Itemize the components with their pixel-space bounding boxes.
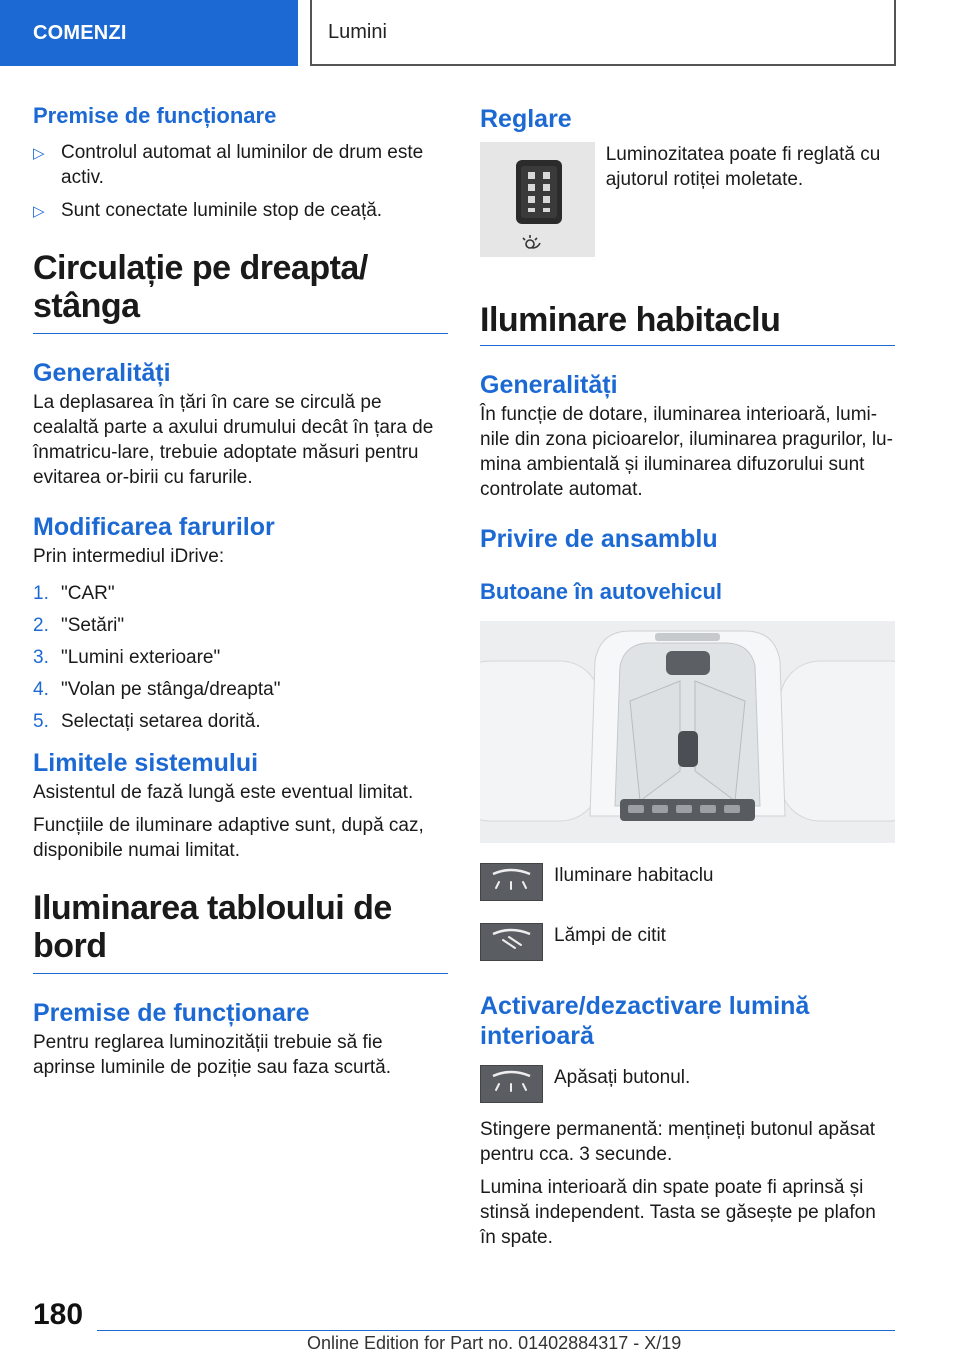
- thumbwheel-image: [480, 142, 595, 257]
- section-tab: COMENZI: [0, 0, 298, 66]
- list-item: ▷ Sunt conectate luminile stop de ceață.: [33, 198, 448, 223]
- interior-heading: Iluminare habitaclu: [480, 301, 781, 339]
- limits-heading: Limitele sistemului: [33, 749, 259, 777]
- modify-heading: Modificarea farurilor: [33, 513, 275, 541]
- general-text: La deplasarea în țări în care se circulă pe cealaltă parte a axului drumului decât în țara de înmatricu-lare, trebuie adoptate măsuri pentru evitarea or-birii cu farurile.: [33, 392, 434, 488]
- overview-heading: Privire de ansamblu: [480, 525, 718, 553]
- icon-row-interior: [480, 863, 895, 901]
- press-label: Apăsați butonul.: [554, 1067, 691, 1088]
- general-heading: Generalități: [33, 359, 171, 387]
- page-number: 180: [33, 1298, 84, 1331]
- dashboard-prereq-heading: Premise de funcționare: [33, 999, 310, 1027]
- buttons-heading: Butoane în autovehicul: [480, 579, 723, 604]
- steps-list: [33, 581, 448, 734]
- left-column: [33, 96, 448, 1080]
- divider: [33, 973, 448, 974]
- limits-text-1: Asistentul de fază lungă este eventual limitat.: [33, 782, 414, 803]
- reading-lamp-label: Lămpi de citit: [554, 925, 666, 946]
- dashboard-heading: Iluminarea tabloului de bord: [33, 889, 392, 965]
- footer-divider: [97, 1330, 895, 1331]
- prereq-list: [33, 140, 448, 223]
- interior-light-label: Iluminare habitaclu: [554, 865, 714, 886]
- limits-text-2: Funcțiile de iluminare adaptive sunt, după caz, disponibile numai limitat.: [33, 815, 424, 861]
- edition-text: Online Edition for Part no. 01402884317 - X/19: [307, 1333, 682, 1353]
- modify-intro: Prin intermediul iDrive:: [33, 546, 225, 567]
- list-item: 2. "Setări": [33, 615, 125, 636]
- chapter-title: Lumini: [310, 0, 896, 66]
- dashboard-prereq-text: Pentru reglarea luminozității trebuie să fie aprinse luminile de poziție sau faza scurtă.: [33, 1032, 392, 1078]
- toggle-heading: Activare/dezactivare lumină interioară: [480, 992, 810, 1050]
- list-item: ▷ Controlul automat al luminilor de drum este activ.: [33, 142, 424, 188]
- adjust-heading: Reglare: [480, 105, 572, 133]
- interior-light-button-icon: [480, 1065, 543, 1103]
- divider: [33, 333, 448, 334]
- prereq-heading: Premise de funcționare: [33, 103, 277, 128]
- icon-row-press: [480, 1065, 895, 1103]
- icon-row-reading: [480, 923, 895, 961]
- adjust-block: [480, 142, 895, 257]
- roof-console-image: [480, 621, 895, 843]
- interior-light-icon: [480, 863, 543, 901]
- permanent-off-text: Stingere permanentă: mențineți butonul apăsat pentru cca. 3 secunde.: [480, 1119, 876, 1165]
- list-item: 1. "CAR": [33, 583, 115, 604]
- list-item: 5. Selectați setarea dorită.: [33, 711, 261, 732]
- rear-light-text: Lumina interioară din spate poate fi aprinsă și stinsă independent. Tasta se găsește pe plafon în spate.: [480, 1177, 876, 1248]
- interior-general-text: În funcție de dotare, iluminarea interioară, lumi-nile din zona picioarelor, iluminarea pragurilor, lu-mina ambientală și iluminarea difuzorului sunt controlate automat.: [480, 404, 893, 500]
- reading-lamp-icon: [480, 923, 543, 961]
- triangle-bullet-icon: ▷: [33, 203, 45, 220]
- adjust-text: Luminozitatea poate fi reglată cu ajutorul rotiței moletate.: [605, 144, 881, 190]
- list-item: 4. "Volan pe stânga/dreapta": [33, 679, 281, 700]
- divider: [480, 345, 895, 346]
- right-column: [480, 96, 895, 1250]
- page-header: [0, 0, 960, 66]
- interior-general-heading: Generalități: [480, 371, 618, 399]
- list-item: 3. "Lumini exterioare": [33, 647, 221, 668]
- triangle-bullet-icon: ▷: [33, 145, 45, 162]
- traffic-heading: Circulație pe dreapta/ stânga: [33, 249, 368, 325]
